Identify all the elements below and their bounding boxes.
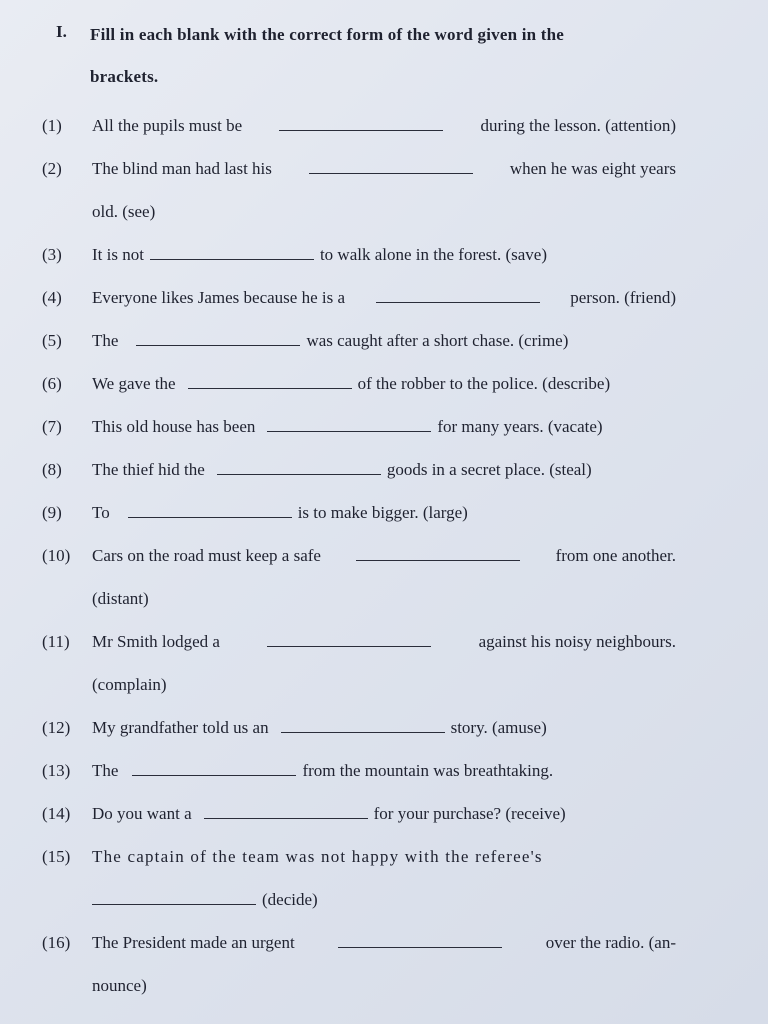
answer-blank[interactable] bbox=[356, 542, 520, 561]
question-text-before: This old house has been bbox=[92, 417, 256, 436]
question-number: (2) bbox=[42, 159, 62, 178]
exercise-header bbox=[42, 14, 738, 98]
question-number: (1) bbox=[42, 116, 62, 135]
question-text-before: Do you want a bbox=[92, 804, 192, 823]
question-16 bbox=[42, 921, 738, 1007]
question-5 bbox=[42, 319, 738, 362]
exercise-instruction bbox=[90, 14, 738, 98]
answer-blank[interactable] bbox=[136, 327, 300, 346]
question-number: (8) bbox=[42, 460, 62, 479]
question-text-after: is to make bigger. (large) bbox=[297, 503, 468, 522]
question-14 bbox=[42, 792, 738, 835]
answer-blank[interactable] bbox=[150, 241, 314, 260]
question-number: (10) bbox=[42, 546, 71, 565]
question-13 bbox=[42, 749, 738, 792]
question-text-before: Cars on the road must keep a safe bbox=[92, 546, 321, 565]
question-text-before: Mr Smith lodged a bbox=[92, 632, 220, 651]
question-9 bbox=[42, 491, 738, 534]
question-number: (9) bbox=[42, 503, 62, 522]
answer-blank[interactable] bbox=[128, 499, 292, 518]
question-number: (4) bbox=[42, 288, 62, 307]
question-text-before: It is not bbox=[92, 245, 144, 264]
question-6 bbox=[42, 362, 738, 405]
question-text-after: for many years. (vacate) bbox=[437, 417, 603, 436]
answer-blank[interactable] bbox=[267, 413, 431, 432]
question-text-before: The bbox=[92, 761, 119, 780]
question-text-before: Everyone likes James because he is a bbox=[92, 288, 346, 307]
answer-blank[interactable] bbox=[204, 800, 368, 819]
question-text-after: during the lesson. (attention) bbox=[480, 116, 676, 135]
exercise-number: I. bbox=[56, 22, 67, 41]
answer-blank[interactable] bbox=[188, 370, 352, 389]
question-number: (5) bbox=[42, 331, 62, 350]
instruction-line-2: brackets. bbox=[90, 67, 159, 86]
answer-blank[interactable] bbox=[338, 929, 502, 948]
answer-blank[interactable] bbox=[281, 714, 445, 733]
question-number: (11) bbox=[42, 632, 70, 651]
question-text-after: from one another. bbox=[555, 546, 676, 565]
question-text-after: person. (friend) bbox=[570, 288, 676, 307]
question-text-before: The bbox=[92, 331, 119, 350]
question-text-continued: nounce) bbox=[92, 976, 147, 995]
question-text-continued: old. (see) bbox=[92, 202, 156, 221]
question-text-after: when he was eight years bbox=[509, 159, 676, 178]
question-number: (16) bbox=[42, 933, 71, 952]
question-number: (15) bbox=[42, 847, 71, 866]
question-text-before: The thief hid the bbox=[92, 460, 205, 479]
question-text-after: from the mountain was breathtaking. bbox=[302, 761, 554, 780]
answer-blank[interactable] bbox=[217, 456, 381, 475]
question-text-after: to walk alone in the forest. (save) bbox=[319, 245, 548, 264]
answer-blank[interactable] bbox=[92, 886, 256, 905]
question-text-continued: (decide) bbox=[262, 890, 318, 909]
instruction-line-1: Fill in each blank with the correct form of the word given in the bbox=[90, 25, 565, 44]
question-text-continued: (distant) bbox=[92, 589, 149, 608]
question-text-before: All the pupils must be bbox=[92, 116, 243, 135]
question-number: (14) bbox=[42, 804, 71, 823]
question-number: (7) bbox=[42, 417, 62, 436]
question-number: (3) bbox=[42, 245, 62, 264]
question-text-before: The captain of the team was not happy with the referee's bbox=[92, 847, 543, 866]
question-text-after: goods in a secret place. (steal) bbox=[386, 460, 592, 479]
question-4 bbox=[42, 276, 738, 319]
question-text-before: The President made an urgent bbox=[92, 933, 295, 952]
question-text-before: We gave the bbox=[92, 374, 176, 393]
question-7 bbox=[42, 405, 738, 448]
question-8 bbox=[42, 448, 738, 491]
question-text-continued: (complain) bbox=[92, 675, 167, 694]
question-12 bbox=[42, 706, 738, 749]
question-text-after: against his noisy neighbours. bbox=[478, 632, 676, 651]
question-list bbox=[42, 104, 738, 1007]
answer-blank[interactable] bbox=[279, 112, 443, 131]
answer-blank[interactable] bbox=[309, 155, 473, 174]
question-number: (12) bbox=[42, 718, 71, 737]
question-text-after: story. (amuse) bbox=[450, 718, 547, 737]
question-text-after: for your purchase? (receive) bbox=[373, 804, 566, 823]
question-text-after: over the radio. (an- bbox=[545, 933, 676, 952]
question-number: (13) bbox=[42, 761, 71, 780]
question-11 bbox=[42, 620, 738, 706]
answer-blank[interactable] bbox=[132, 757, 296, 776]
question-text-after: was caught after a short chase. (crime) bbox=[306, 331, 569, 350]
question-1 bbox=[42, 104, 738, 147]
question-2 bbox=[42, 147, 738, 233]
question-15 bbox=[42, 835, 738, 921]
answer-blank[interactable] bbox=[376, 284, 540, 303]
question-3 bbox=[42, 233, 738, 276]
question-number: (6) bbox=[42, 374, 62, 393]
question-text-before: The blind man had last his bbox=[92, 159, 272, 178]
question-text-after: of the robber to the police. (describe) bbox=[357, 374, 611, 393]
question-text-before: To bbox=[92, 503, 110, 522]
question-10 bbox=[42, 534, 738, 620]
question-text-before: My grandfather told us an bbox=[92, 718, 269, 737]
answer-blank[interactable] bbox=[267, 628, 431, 647]
